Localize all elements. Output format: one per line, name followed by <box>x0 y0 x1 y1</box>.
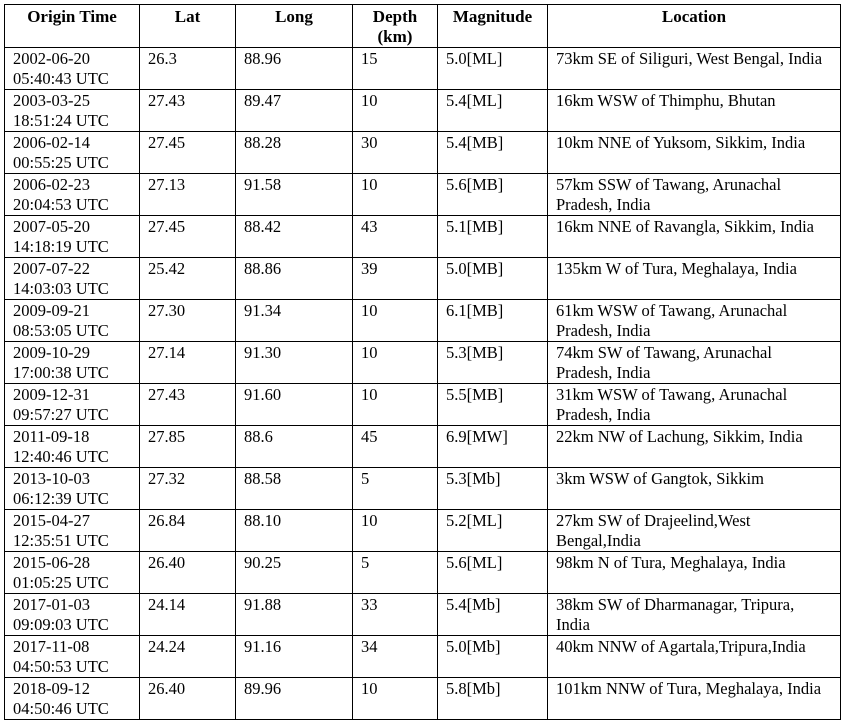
cell-location: 101km NNW of Tura, Meghalaya, India <box>548 678 841 720</box>
cell-origin-time: 2003-03-25 18:51:24 UTC <box>5 90 140 132</box>
cell-origin-time: 2018-09-12 04:50:46 UTC <box>5 678 140 720</box>
cell-origin-time: 2006-02-14 00:55:25 UTC <box>5 132 140 174</box>
cell-depth: 34 <box>353 636 438 678</box>
cell-long: 90.25 <box>236 552 353 594</box>
cell-magnitude: 5.4[Mb] <box>438 594 548 636</box>
cell-lat: 27.43 <box>140 90 236 132</box>
cell-location: 98km N of Tura, Meghalaya, India <box>548 552 841 594</box>
cell-magnitude: 5.0[MB] <box>438 258 548 300</box>
header-location: Location <box>548 5 841 48</box>
cell-lat: 27.45 <box>140 216 236 258</box>
cell-magnitude: 5.0[Mb] <box>438 636 548 678</box>
cell-location: 74km SW of Tawang, Arunachal Pradesh, India <box>548 342 841 384</box>
cell-magnitude: 5.5[MB] <box>438 384 548 426</box>
cell-depth: 43 <box>353 216 438 258</box>
cell-lat: 27.13 <box>140 174 236 216</box>
cell-magnitude: 6.9[MW] <box>438 426 548 468</box>
cell-origin-time: 2006-02-23 20:04:53 UTC <box>5 174 140 216</box>
cell-origin-time: 2009-10-29 17:00:38 UTC <box>5 342 140 384</box>
cell-origin-time: 2007-07-22 14:03:03 UTC <box>5 258 140 300</box>
cell-long: 88.86 <box>236 258 353 300</box>
cell-lat: 26.40 <box>140 552 236 594</box>
table-row <box>5 342 841 384</box>
cell-lat: 24.14 <box>140 594 236 636</box>
table-row <box>5 426 841 468</box>
table-row <box>5 510 841 552</box>
cell-depth: 5 <box>353 552 438 594</box>
cell-location: 135km W of Tura, Meghalaya, India <box>548 258 841 300</box>
table-row <box>5 258 841 300</box>
cell-origin-time: 2007-05-20 14:18:19 UTC <box>5 216 140 258</box>
earthquake-table <box>4 4 841 720</box>
cell-long: 88.42 <box>236 216 353 258</box>
cell-origin-time: 2017-11-08 04:50:53 UTC <box>5 636 140 678</box>
cell-depth: 5 <box>353 468 438 510</box>
cell-long: 91.16 <box>236 636 353 678</box>
cell-lat: 26.84 <box>140 510 236 552</box>
cell-magnitude: 6.1[MB] <box>438 300 548 342</box>
table-row <box>5 552 841 594</box>
cell-location: 3km WSW of Gangtok, Sikkim <box>548 468 841 510</box>
cell-location: 40km NNW of Agartala,Tripura,India <box>548 636 841 678</box>
cell-magnitude: 5.6[MB] <box>438 174 548 216</box>
cell-origin-time: 2013-10-03 06:12:39 UTC <box>5 468 140 510</box>
cell-origin-time: 2017-01-03 09:09:03 UTC <box>5 594 140 636</box>
cell-lat: 27.43 <box>140 384 236 426</box>
cell-location: 73km SE of Siliguri, West Bengal, India <box>548 48 841 90</box>
cell-depth: 10 <box>353 90 438 132</box>
cell-lat: 24.24 <box>140 636 236 678</box>
header-long: Long <box>236 5 353 48</box>
table-row <box>5 594 841 636</box>
cell-origin-time: 2015-04-27 12:35:51 UTC <box>5 510 140 552</box>
cell-long: 91.88 <box>236 594 353 636</box>
cell-magnitude: 5.6[ML] <box>438 552 548 594</box>
cell-magnitude: 5.4[MB] <box>438 132 548 174</box>
cell-lat: 27.14 <box>140 342 236 384</box>
cell-location: 38km SW of Dharmanagar, Tripura, India <box>548 594 841 636</box>
table-row <box>5 636 841 678</box>
cell-lat: 25.42 <box>140 258 236 300</box>
cell-lat: 27.45 <box>140 132 236 174</box>
cell-depth: 45 <box>353 426 438 468</box>
cell-depth: 30 <box>353 132 438 174</box>
table-row <box>5 300 841 342</box>
cell-depth: 10 <box>353 384 438 426</box>
cell-long: 89.47 <box>236 90 353 132</box>
header-row <box>5 5 841 48</box>
cell-depth: 10 <box>353 174 438 216</box>
cell-origin-time: 2015-06-28 01:05:25 UTC <box>5 552 140 594</box>
cell-origin-time: 2011-09-18 12:40:46 UTC <box>5 426 140 468</box>
cell-depth: 10 <box>353 300 438 342</box>
table-row <box>5 132 841 174</box>
cell-long: 88.58 <box>236 468 353 510</box>
cell-depth: 10 <box>353 342 438 384</box>
table-row <box>5 678 841 720</box>
cell-origin-time: 2002-06-20 05:40:43 UTC <box>5 48 140 90</box>
cell-long: 89.96 <box>236 678 353 720</box>
cell-long: 91.58 <box>236 174 353 216</box>
cell-long: 88.10 <box>236 510 353 552</box>
cell-origin-time: 2009-12-31 09:57:27 UTC <box>5 384 140 426</box>
cell-location: 31km WSW of Tawang, Arunachal Pradesh, India <box>548 384 841 426</box>
cell-magnitude: 5.2[ML] <box>438 510 548 552</box>
cell-depth: 15 <box>353 48 438 90</box>
cell-long: 88.28 <box>236 132 353 174</box>
cell-magnitude: 5.3[MB] <box>438 342 548 384</box>
cell-location: 22km NW of Lachung, Sikkim, India <box>548 426 841 468</box>
header-depth: Depth (km) <box>353 5 438 48</box>
table-row <box>5 90 841 132</box>
table-row <box>5 216 841 258</box>
cell-magnitude: 5.1[MB] <box>438 216 548 258</box>
cell-lat: 26.3 <box>140 48 236 90</box>
cell-lat: 27.32 <box>140 468 236 510</box>
table-row <box>5 384 841 426</box>
cell-depth: 10 <box>353 510 438 552</box>
header-origin-time: Origin Time <box>5 5 140 48</box>
table-row <box>5 174 841 216</box>
cell-location: 10km NNE of Yuksom, Sikkim, India <box>548 132 841 174</box>
cell-origin-time: 2009-09-21 08:53:05 UTC <box>5 300 140 342</box>
table-row <box>5 48 841 90</box>
cell-location: 61km WSW of Tawang, Arunachal Pradesh, India <box>548 300 841 342</box>
cell-location: 16km WSW of Thimphu, Bhutan <box>548 90 841 132</box>
cell-magnitude: 5.3[Mb] <box>438 468 548 510</box>
header-lat: Lat <box>140 5 236 48</box>
cell-magnitude: 5.0[ML] <box>438 48 548 90</box>
cell-lat: 27.85 <box>140 426 236 468</box>
cell-long: 91.60 <box>236 384 353 426</box>
cell-lat: 27.30 <box>140 300 236 342</box>
cell-long: 91.30 <box>236 342 353 384</box>
header-magnitude: Magnitude <box>438 5 548 48</box>
cell-long: 88.96 <box>236 48 353 90</box>
cell-depth: 33 <box>353 594 438 636</box>
cell-location: 16km NNE of Ravangla, Sikkim, India <box>548 216 841 258</box>
cell-magnitude: 5.4[ML] <box>438 90 548 132</box>
cell-long: 88.6 <box>236 426 353 468</box>
cell-depth: 39 <box>353 258 438 300</box>
cell-depth: 10 <box>353 678 438 720</box>
cell-long: 91.34 <box>236 300 353 342</box>
cell-location: 57km SSW of Tawang, Arunachal Pradesh, India <box>548 174 841 216</box>
cell-lat: 26.40 <box>140 678 236 720</box>
table-row <box>5 468 841 510</box>
cell-magnitude: 5.8[Mb] <box>438 678 548 720</box>
cell-location: 27km SW of Drajeelind,West Bengal,India <box>548 510 841 552</box>
